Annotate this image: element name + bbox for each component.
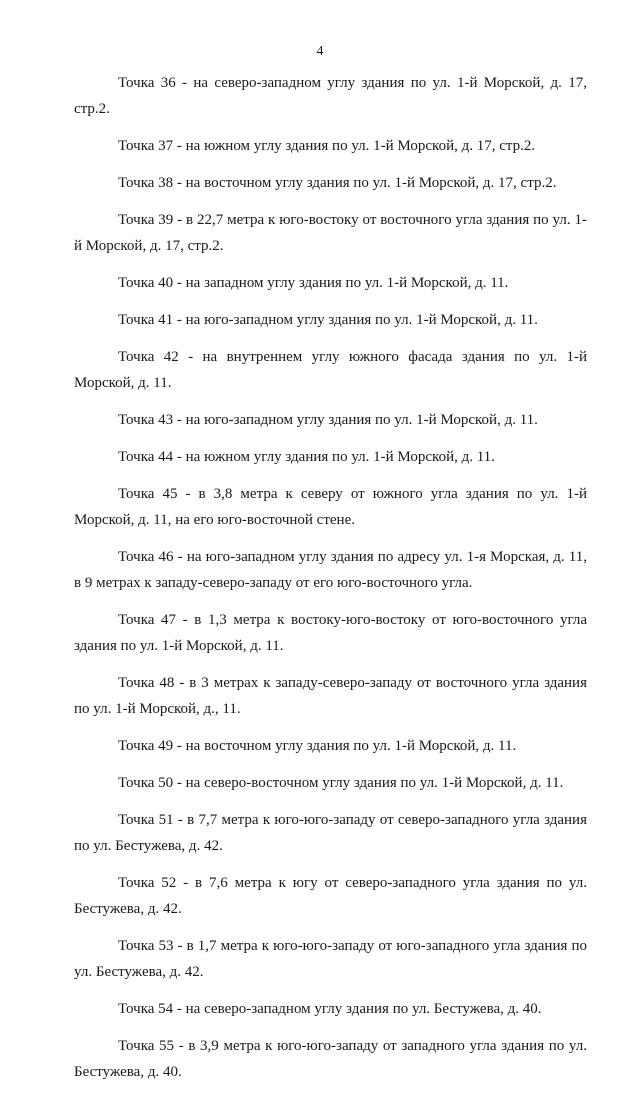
paragraph-point-39: Точка 39 - в 22,7 метра к юго-востоку от восточного угла здания по ул. 1-й Морской, д. 17, стр.2.: [74, 212, 587, 254]
paragraph-point-49: Точка 49 - на восточном углу здания по ул. 1-й Морской, д. 11.: [118, 738, 517, 754]
document-body: [74, 70, 587, 1096]
paragraph-point-53: Точка 53 - в 1,7 метра к юго-юго-западу от юго-западного угла здания по ул. Бестужева, д. 42.: [74, 938, 587, 980]
paragraph-point-48: Точка 48 - в 3 метрах к западу-северо-западу от восточного угла здания по ул. 1-й Морской, д., 11.: [74, 675, 587, 717]
paragraph-point-42: Точка 42 - на внутреннем углу южного фасада здания по ул. 1-й Морской, д. 11.: [74, 349, 587, 391]
page-number: 4: [316, 44, 324, 59]
paragraph-point-37: Точка 37 - на южном углу здания по ул. 1-й Морской, д. 17, стр.2.: [118, 138, 536, 154]
paragraph-point-52: Точка 52 - в 7,6 метра к югу от северо-западного угла здания по ул. Бестужева, д. 42.: [74, 875, 587, 917]
paragraph-point-54: Точка 54 - на северо-западном углу здания по ул. Бестужева, д. 40.: [118, 1001, 542, 1017]
paragraph-point-41: Точка 41 - на юго-западном углу здания по ул. 1-й Морской, д. 11.: [118, 312, 538, 328]
paragraph-point-50: Точка 50 - на северо-восточном углу здания по ул. 1-й Морской, д. 11.: [118, 775, 564, 791]
paragraph-point-36: Точка 36 - на северо-западном углу здания по ул. 1-й Морской, д. 17, стр.2.: [74, 75, 587, 117]
paragraph-point-51: Точка 51 - в 7,7 метра к юго-юго-западу от северо-западного угла здания по ул. Бестужева, д. 42.: [74, 812, 587, 854]
paragraph-point-38: Точка 38 - на восточном углу здания по ул. 1-й Морской, д. 17, стр.2.: [118, 175, 557, 191]
paragraph-point-46: Точка 46 - на юго-западном углу здания по адресу ул. 1-я Морская, д. 11, в 9 метрах к западу-северо-западу от его юго-восточного угла.: [74, 549, 587, 591]
paragraph-point-44: Точка 44 - на южном углу здания по ул. 1-й Морской, д. 11.: [118, 449, 495, 465]
paragraph-point-40: Точка 40 - на западном углу здания по ул. 1-й Морской, д. 11.: [118, 275, 509, 291]
paragraph-point-43: Точка 43 - на юго-западном углу здания по ул. 1-й Морской, д. 11.: [118, 412, 538, 428]
paragraph-point-55: Точка 55 - в 3,9 метра к юго-юго-западу от западного угла здания по ул. Бестужева, д. 40.: [74, 1038, 587, 1080]
paragraph-point-47: Точка 47 - в 1,3 метра к востоку-юго-востоку от юго-восточного угла здания по ул. 1-й Морской, д. 11.: [74, 612, 587, 654]
paragraph-point-45: Точка 45 - в 3,8 метра к северу от южного угла здания по ул. 1-й Морской, д. 11, на его юго-восточной стене.: [74, 486, 587, 528]
